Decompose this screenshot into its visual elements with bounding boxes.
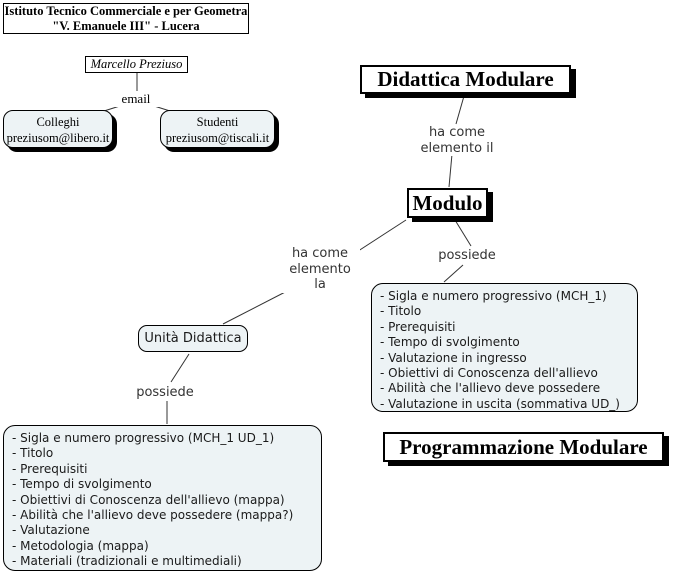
list-line: - Obiettivi di Conoscenza dell'allievo (mappa) xyxy=(12,492,285,507)
students-title: Studenti xyxy=(196,115,239,129)
connector-line xyxy=(352,220,406,255)
list-line: - Valutazione in ingresso xyxy=(380,350,527,365)
students-email: preziusom@tiscali.it xyxy=(165,131,270,145)
list-line: - Tempo di svolgimento xyxy=(380,335,520,350)
author-name: Marcello Preziuso xyxy=(90,57,183,71)
list-line: - Abilità che l'allievo deve possedere (mappa?) xyxy=(12,508,294,523)
link-label-possiede-unita[interactable]: possiede xyxy=(125,385,205,401)
link-label-ha-come-elemento-il[interactable] xyxy=(407,125,507,156)
list-line: la xyxy=(314,277,326,292)
list-line: elemento il xyxy=(420,140,494,156)
link-label-possiede-modulo[interactable]: possiede xyxy=(427,248,507,264)
link-label-email[interactable]: email xyxy=(110,91,162,107)
students-node[interactable] xyxy=(160,110,275,148)
unita-properties-node[interactable] xyxy=(3,425,322,571)
didattica-modulare-label: Didattica Modulare xyxy=(377,67,554,91)
list-line: ha come xyxy=(428,125,486,140)
list-line: - Sigla e numero progressivo (MCH_1 UD_1) xyxy=(12,431,275,445)
unita-didattica-label: Unità Didattica xyxy=(144,331,242,346)
list-line: - Abilità che l'allievo deve possedere xyxy=(380,381,601,396)
list-line: - Tempo di svolgimento xyxy=(12,477,152,492)
connector-line xyxy=(171,354,189,382)
list-line: ha come xyxy=(291,246,349,261)
connector-line xyxy=(223,288,293,324)
list-line: - Materiali (tradizionali e multimediali) xyxy=(12,554,242,569)
list-line: - Obiettivi di Conoscenza dell'allievo xyxy=(380,366,598,381)
author-node[interactable] xyxy=(85,56,188,73)
colleagues-node[interactable] xyxy=(3,110,113,148)
institution-header xyxy=(3,3,249,34)
list-line: - Titolo xyxy=(12,446,54,461)
link-label-ha-come-elemento-la[interactable] xyxy=(280,246,360,293)
modulo-label: Modulo xyxy=(412,190,483,215)
institution-name-line2: "V. Emanuele III" - Lucera xyxy=(52,19,200,33)
connector-line xyxy=(455,220,471,246)
unita-didattica-node[interactable] xyxy=(138,325,248,352)
list-line: elemento xyxy=(289,261,351,277)
colleagues-title: Colleghi xyxy=(36,115,80,129)
modulo-properties-node[interactable] xyxy=(371,283,638,412)
list-line: - Titolo xyxy=(380,304,422,319)
didattica-modulare-node[interactable] xyxy=(360,65,571,94)
colleagues-email: preziusom@libero.it xyxy=(6,131,110,145)
connector-line xyxy=(449,154,452,187)
programmazione-modulare-node[interactable] xyxy=(383,432,664,462)
connector-line xyxy=(456,96,464,124)
programmazione-modulare-label: Programmazione Modulare xyxy=(399,434,648,459)
connector-line xyxy=(444,265,463,282)
institution-name-line1: Istituto Tecnico Commerciale e per Geometra xyxy=(4,4,248,18)
list-line: - Valutazione xyxy=(12,523,90,538)
list-line: - Prerequisiti xyxy=(12,461,88,476)
list-line: - Sigla e numero progressivo (MCH_1) xyxy=(380,289,607,303)
modulo-node[interactable] xyxy=(407,188,488,218)
list-line: - Valutazione in uscita (sommativa UD_) xyxy=(380,396,620,411)
list-line: - Metodologia (mappa) xyxy=(12,538,149,553)
list-line: - Prerequisiti xyxy=(380,319,456,334)
